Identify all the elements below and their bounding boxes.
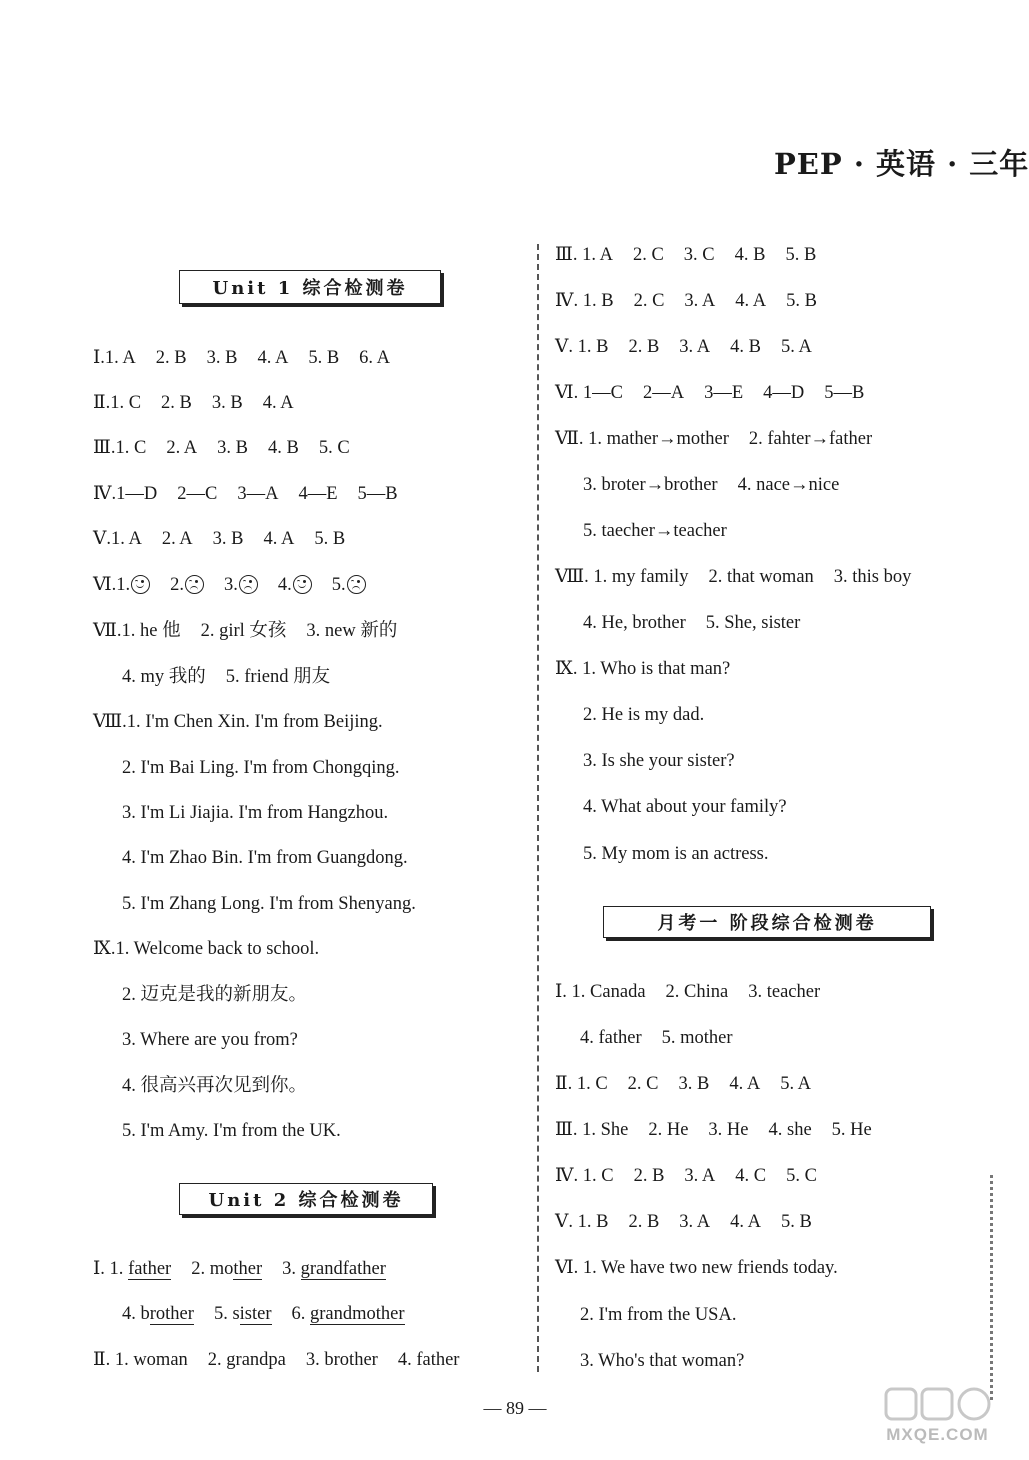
m-q6-line3: 3. Who's that woman? — [580, 1351, 745, 1371]
r-q9-line5: 5. My mom is an actress. — [583, 844, 769, 864]
m-q6-line1: Ⅵ. 1. We have two new friends today. — [555, 1258, 838, 1278]
sad-face-icon — [185, 575, 204, 594]
m-q1-answers-b: 4. father 5. mother — [580, 1028, 733, 1048]
r-q6-answers: Ⅵ. 1—C 2—A 3—E 4—D 5—B — [555, 383, 865, 403]
r-q3-answers: Ⅲ. 1. A 2. C 3. C 4. B 5. B — [555, 245, 817, 265]
u1-q8-line1: Ⅷ.1. I'm Chen Xin. I'm from Beijing. — [93, 712, 383, 732]
u1-q3-answers: Ⅲ.1. C 2. A 3. B 4. B 5. C — [93, 438, 350, 458]
r-q5-answers: Ⅴ. 1. B 2. B 3. A 4. B 5. A — [555, 337, 812, 357]
r-q4-answers: Ⅳ. 1. B 2. C 3. A 4. A 5. B — [555, 291, 817, 311]
u1-q8-line3: 3. I'm Li Jiajia. I'm from Hangzhou. — [122, 803, 389, 823]
sad-face-icon — [347, 575, 366, 594]
u1-q7-answers-b: 4. my 我的 5. friend 朋友 — [122, 667, 331, 687]
u1-q1-answers: Ⅰ.1. A 2. B 3. B 4. A 5. B 6. A — [93, 348, 390, 368]
r-q8-answers-b: 4. He, brother 5. She, sister — [583, 613, 801, 633]
m-q1-answers-a: Ⅰ. 1. Canada 2. China 3. teacher — [555, 982, 821, 1002]
u1-q5-answers: Ⅴ.1. A 2. A 3. B 4. A 5. B — [93, 529, 346, 549]
r-q8-answers-a: Ⅷ. 1. my family 2. that woman 3. this boy — [555, 567, 912, 587]
u2-q2-answers: Ⅱ. 1. woman 2. grandpa 3. brother 4. father — [93, 1350, 460, 1370]
m-q2-answers: Ⅱ. 1. C 2. C 3. B 4. A 5. A — [555, 1074, 812, 1094]
page-header: PEP · 英语 · 三年 — [774, 147, 1029, 181]
u1-q8-line2: 2. I'm Bai Ling. I'm from Chongqing. — [122, 758, 400, 778]
watermark-emblem-icon — [880, 1385, 995, 1425]
u1-q9-line2: 2. 迈克是我的新朋友。 — [122, 985, 308, 1005]
u1-q6-answers: Ⅵ.1. 2. 3. 4. 5. — [93, 573, 366, 597]
column-divider — [537, 244, 539, 1372]
unit1-section-title: Unit 1 综合检测卷 — [179, 270, 441, 304]
edge-dots — [990, 1175, 993, 1400]
u1-q9-line1: Ⅸ.1. Welcome back to school. — [93, 939, 320, 959]
page-number: — 89 — — [483, 1398, 547, 1418]
u1-q2-answers: Ⅱ.1. C 2. B 3. B 4. A — [93, 393, 294, 413]
m-q4-answers: Ⅳ. 1. C 2. B 3. A 4. C 5. C — [555, 1166, 817, 1186]
r-q7-answers-c: 5. taecher→teacher — [583, 521, 727, 541]
r-q9-line4: 4. What about your family? — [583, 797, 787, 817]
u1-q7-answers-a: Ⅶ.1. he 他 2. girl 女孩 3. new 新的 — [93, 621, 398, 641]
unit2-section-title: Unit 2 综合检测卷 — [179, 1183, 433, 1215]
monthly-exam-section-title: 月考一 阶段综合检测卷 — [603, 906, 931, 938]
r-q9-line3: 3. Is she your sister? — [583, 751, 735, 771]
u2-q1-answers-b: 4. brother 5. sister 6. grandmother — [122, 1304, 405, 1324]
happy-face-icon — [293, 575, 312, 594]
m-q6-line2: 2. I'm from the USA. — [580, 1305, 737, 1325]
u1-q9-line4: 4. 很高兴再次见到你。 — [122, 1076, 308, 1096]
u1-q8-line4: 4. I'm Zhao Bin. I'm from Guangdong. — [122, 848, 408, 868]
m-q3-answers: Ⅲ. 1. She 2. He 3. He 4. she 5. He — [555, 1120, 872, 1140]
sad-face-icon — [239, 575, 258, 594]
r-q9-line2: 2. He is my dad. — [583, 705, 705, 725]
u1-q4-answers: Ⅳ.1—D 2—C 3—A 4—E 5—B — [93, 484, 398, 504]
u1-q8-line5: 5. I'm Zhang Long. I'm from Shenyang. — [122, 894, 416, 914]
u1-q9-line5: 5. I'm Amy. I'm from the UK. — [122, 1121, 341, 1141]
happy-face-icon — [131, 575, 150, 594]
watermark-text: MXQE.COM — [886, 1425, 989, 1444]
m-q5-answers: Ⅴ. 1. B 2. B 3. A 4. A 5. B — [555, 1212, 812, 1232]
r-q9-line1: Ⅸ. 1. Who is that man? — [555, 659, 731, 679]
u1-q9-line3: 3. Where are you from? — [122, 1030, 298, 1050]
watermark-logo — [880, 1385, 995, 1453]
r-q7-answers-a: Ⅶ. 1. mather→mother 2. fahter→father — [555, 429, 873, 449]
u2-q1-answers-a: Ⅰ. 1. father 2. mother 3. grandfather — [93, 1259, 386, 1279]
r-q7-answers-b: 3. broter→brother 4. nace→nice — [583, 475, 840, 495]
